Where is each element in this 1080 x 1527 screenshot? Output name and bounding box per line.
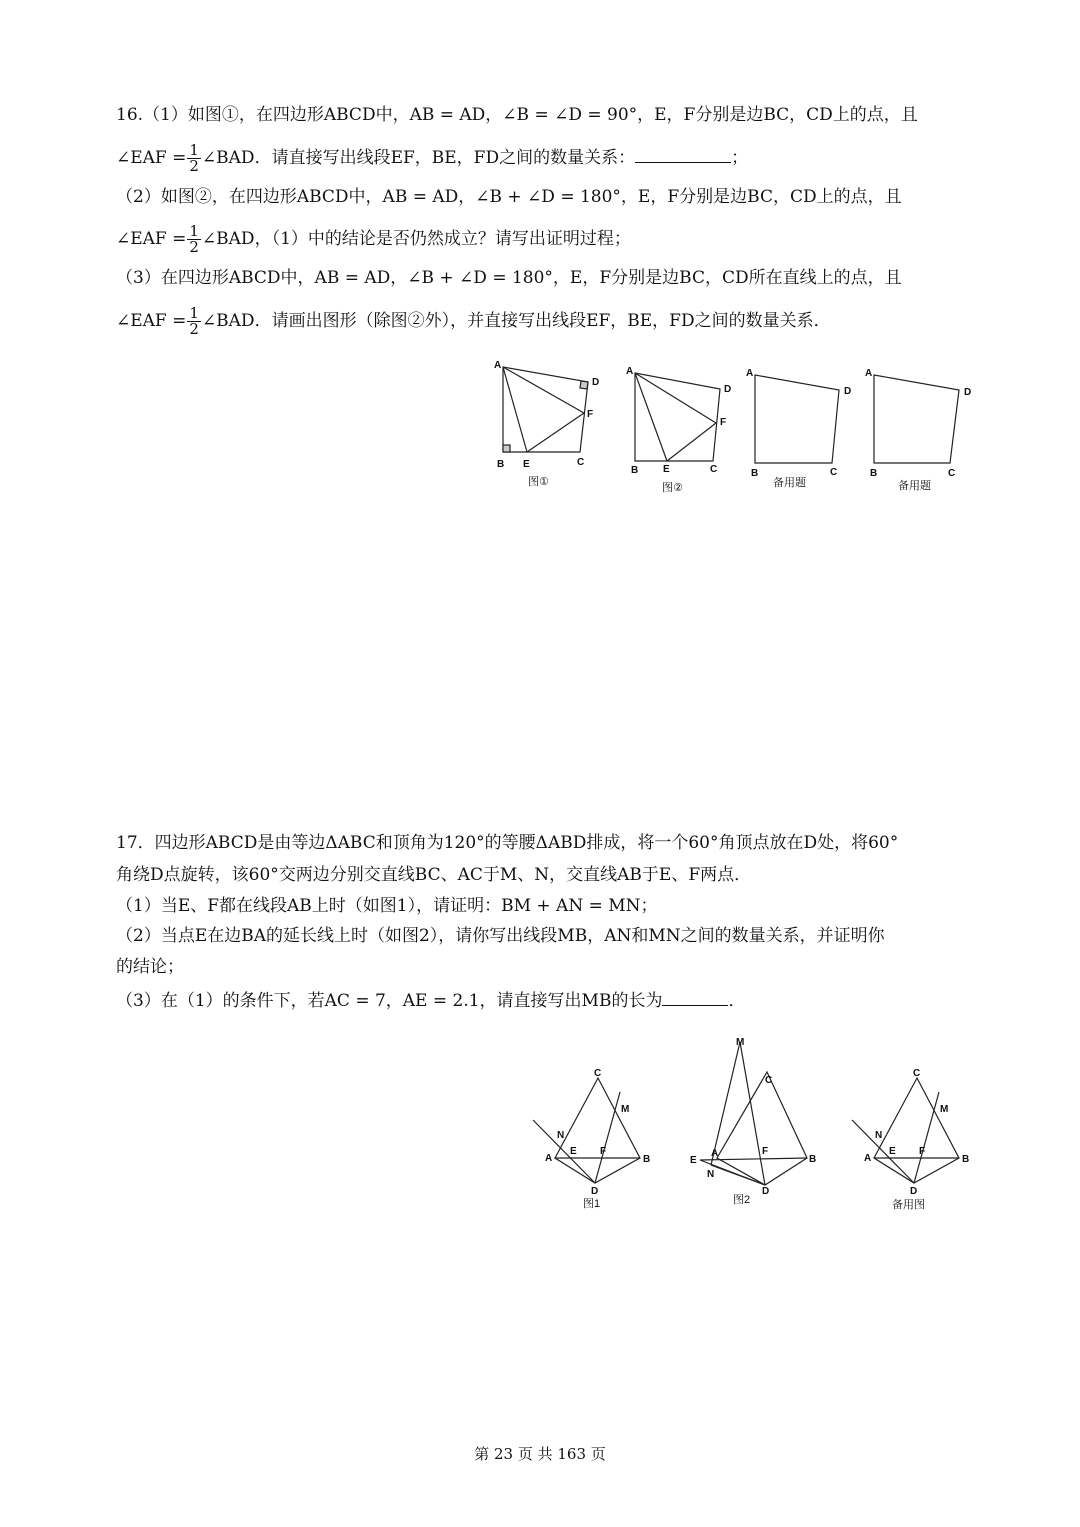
q17-spare-line-dm <box>914 1092 939 1183</box>
q17-fig2-label-n: N <box>707 1169 715 1180</box>
fig2-label-e: E <box>663 464 670 475</box>
spare2-label-d: D <box>964 387 972 398</box>
q17-fig1-label-n: N <box>557 1130 565 1141</box>
q17-fig1-label-m: M <box>621 1104 630 1115</box>
q17-spare-label-c: C <box>913 1068 921 1079</box>
q16-line-2-end: ； <box>731 148 749 168</box>
fig1-label-b: B <box>497 459 505 470</box>
q17-fig1-caption: 图1 <box>583 1198 601 1210</box>
fraction-numerator: 1 <box>189 222 199 240</box>
spare2-quadrilateral <box>874 375 959 463</box>
q16-line-2-b: ∠BAD．请直接写出线段EF，BE，FD之间的数量关系： <box>201 148 636 168</box>
q16-figures <box>480 355 980 495</box>
q16-line-4-b: ∠BAD，（1）中的结论是否仍然成立？请写出证明过程； <box>201 229 631 249</box>
q16-line-4-a: ∠EAF = <box>116 229 187 249</box>
fig1-line-ae <box>503 367 527 452</box>
q17-line-6 <box>116 987 745 1013</box>
fraction-numerator: 1 <box>189 304 199 322</box>
fraction-half <box>187 306 201 337</box>
q17-line-3: （1）当E、F都在线段AB上时（如图1），请证明：BM + AN = MN； <box>116 896 658 916</box>
q17-spare-label-a: A <box>864 1153 872 1164</box>
q16-line-6-a: ∠EAF = <box>116 311 187 331</box>
fig1-right-angle-b <box>503 445 510 452</box>
q17-line-5: 的结论； <box>116 957 184 977</box>
q17-fig1-label-c: C <box>594 1068 602 1079</box>
q17-fig1-line-dm <box>595 1092 620 1183</box>
fig2-line-ef <box>667 423 716 461</box>
fig1-label-e: E <box>523 459 530 470</box>
q17-line-4: （2）当点E在边BA的延长线上时（如图2），请你写出线段MB，AN和MN之间的数量关系，并证明你 <box>116 926 885 946</box>
fig1-label-f: F <box>587 409 594 420</box>
q17-fig2-line-nd <box>711 1165 765 1185</box>
q17-fig1-label-d: D <box>591 1186 599 1197</box>
spare1-label-b: B <box>751 468 759 479</box>
fig2-label-a: A <box>626 366 634 377</box>
fig2-label-b: B <box>631 465 639 476</box>
q17-fig1-label-e: E <box>570 1146 577 1157</box>
fig2-label-c: C <box>710 464 718 475</box>
fraction-half <box>187 143 201 174</box>
answer-blank[interactable] <box>662 987 728 1006</box>
q17-fig2-label-m: M <box>736 1037 745 1048</box>
q17-line-6-text: （3）在（1）的条件下，若AC = 7，AE = 2.1，请直接写出MB的长为 <box>116 991 663 1011</box>
q17-fig1-label-f: F <box>600 1146 607 1157</box>
answer-blank[interactable] <box>635 144 731 163</box>
q16-line-4 <box>116 224 631 255</box>
spare2-caption: 备用题 <box>898 480 931 492</box>
q17-fig2-label-e: E <box>690 1155 697 1166</box>
fraction-half <box>187 224 201 255</box>
q17-fig2-label-b: B <box>809 1154 817 1165</box>
fig2-caption: 图② <box>662 482 683 494</box>
q17-line-6-end: ． <box>728 991 746 1011</box>
q17-spare-label-d: D <box>910 1186 918 1197</box>
fig1-line-ef <box>527 413 584 452</box>
q17-spare-label-e: E <box>889 1146 896 1157</box>
q17-fig2-label-d: D <box>762 1186 770 1197</box>
spare2-label-c: C <box>948 468 956 479</box>
fraction-numerator: 1 <box>189 141 199 159</box>
spare1-caption: 备用题 <box>773 477 806 489</box>
fig1-label-a: A <box>494 360 502 371</box>
fig2-label-f: F <box>720 417 727 428</box>
q17-spare-label-m: M <box>940 1104 949 1115</box>
q17-figures <box>525 1030 985 1220</box>
q16-line-5: （3）在四边形ABCD中，AB = AD，∠B + ∠D = 180°，E，F分别是边BC，CD所在直线上的点，且 <box>116 268 902 288</box>
spare1-quadrilateral <box>755 375 839 463</box>
page-footer: 第 23 页 共 163 页 <box>474 1445 606 1463</box>
q17-fig1-label-b: B <box>643 1154 651 1165</box>
q16-line-6-b: ∠BAD．请画出图形（除图②外），并直接写出线段EF，BE，FD之间的数量关系． <box>201 311 831 331</box>
fig2-label-d: D <box>724 384 732 395</box>
fig1-right-angle-d <box>580 381 588 389</box>
fraction-denominator: 2 <box>189 157 199 175</box>
q16-line-2 <box>116 143 748 174</box>
fig1-caption: 图① <box>528 476 549 488</box>
q16-line-2-a: ∠EAF = <box>116 148 187 168</box>
fraction-denominator: 2 <box>189 320 199 338</box>
q17-fig2-line-mn <box>711 1042 740 1165</box>
q17-spare-line-dn <box>852 1120 914 1183</box>
q17-fig1-label-a: A <box>545 1153 553 1164</box>
q17-line-2: 角绕D点旋转，该60°交两边分别交直线BC、AC于M、N，交直线AB于E、F两点． <box>116 865 752 885</box>
q17-spare-label-f: F <box>919 1146 926 1157</box>
q17-fig2-caption: 图2 <box>733 1194 751 1206</box>
q17-spare-quadrilateral <box>874 1078 959 1183</box>
q17-fig2-label-a: A <box>711 1148 719 1159</box>
q17-spare-caption: 备用图 <box>892 1199 925 1211</box>
q17-fig2-line-md <box>740 1042 765 1185</box>
spare1-label-a: A <box>746 368 754 379</box>
fig1-label-d: D <box>592 377 600 388</box>
fraction-denominator: 2 <box>189 238 199 256</box>
q16-line-6 <box>116 306 831 337</box>
q17-fig1-quadrilateral <box>555 1078 640 1183</box>
q16-line-1: 16.（1）如图①，在四边形ABCD中，AB = AD，∠B = ∠D = 90°，E，F分别是边BC，CD上的点，且 <box>116 105 918 125</box>
q17-fig2-label-c: C <box>765 1075 773 1086</box>
q17-line-1: 17．四边形ABCD是由等边ΔABC和顶角为120°的等腰ΔABD排成，将一个60°角顶点放在D处，将60° <box>116 833 899 853</box>
fig1-label-c: C <box>577 457 585 468</box>
q17-fig2-label-f: F <box>762 1146 769 1157</box>
q17-spare-label-b: B <box>962 1154 970 1165</box>
fig2-line-ae <box>635 373 667 461</box>
spare2-label-b: B <box>870 468 878 479</box>
q16-line-3: （2）如图②，在四边形ABCD中，AB = AD，∠B + ∠D = 180°，E，F分别是边BC，CD上的点，且 <box>116 187 902 207</box>
q17-spare-label-n: N <box>875 1130 883 1141</box>
spare2-label-a: A <box>865 368 873 379</box>
spare1-label-d: D <box>844 386 852 397</box>
spare1-label-c: C <box>830 467 838 478</box>
